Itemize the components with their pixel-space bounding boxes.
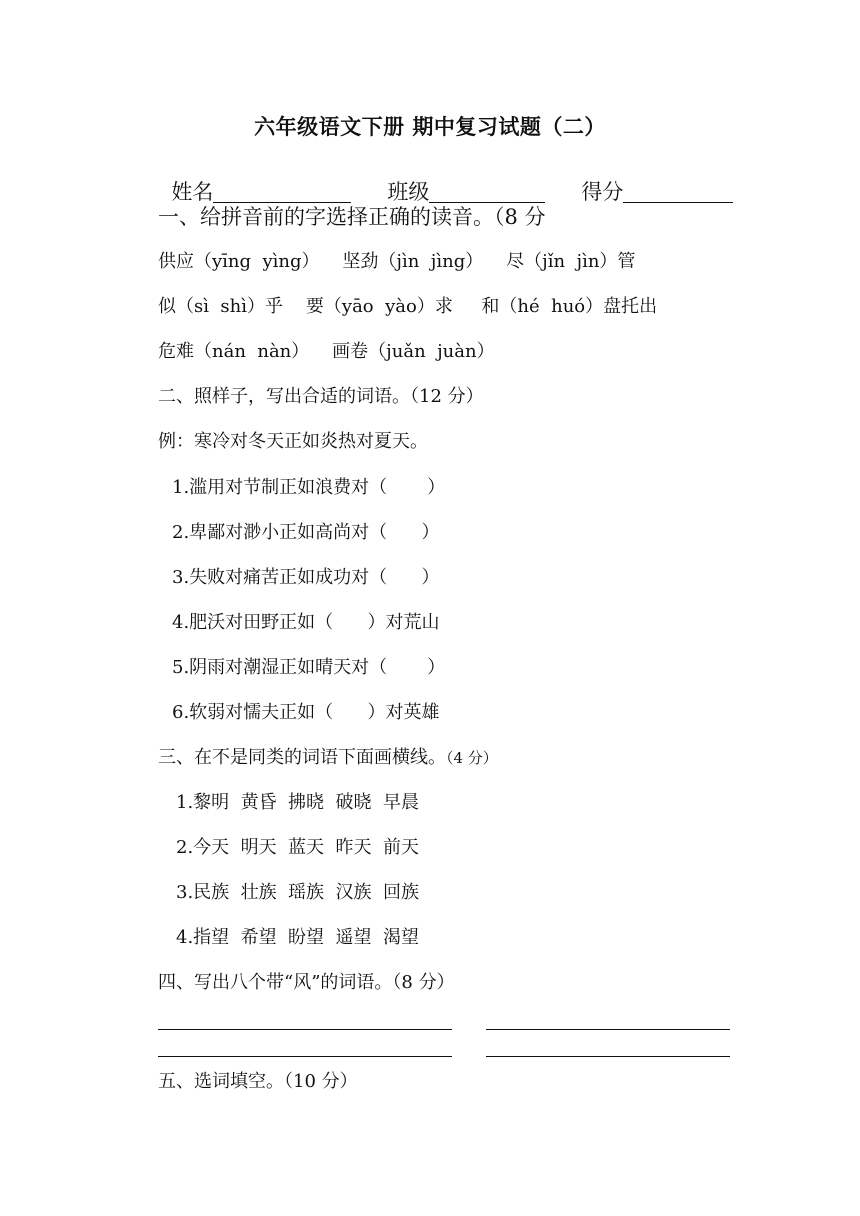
section1-heading: 一、给拼音前的字选择正确的读音。（8 分 — [158, 205, 546, 229]
analogy-item: 5.阴雨对潮湿正如晴天对（ ） — [172, 657, 446, 678]
analogy-item: 1.滥用对节制正如浪费对（ ） — [172, 477, 446, 498]
class-blank[interactable] — [429, 182, 545, 203]
word-group-row: 2.今天 明天 蓝天 昨天 前天 — [176, 837, 419, 858]
word-group-row: 3.民族 壮族 瑶族 汉族 回族 — [176, 882, 419, 903]
analogy-item: 6.软弱对懦夫正如（ ）对英雄 — [172, 702, 440, 723]
section2-example: 例：寒冷对冬天正如炎热对夏天。 — [158, 431, 428, 452]
score-label: 得分 — [581, 180, 624, 204]
pinyin-row-3: 危难（nán nàn） 画卷（juǎn juàn） — [158, 341, 495, 362]
section3-heading-text: 三、在不是同类的词语下面画横线。 — [158, 747, 446, 768]
analogy-item: 4.肥沃对田野正如（ ）对荒山 — [172, 612, 440, 633]
name-blank[interactable] — [213, 182, 351, 203]
answer-line[interactable] — [486, 1056, 730, 1057]
pinyin-row-2: 似（sì shì）乎 要（yāo yào）求 和（hé huó）盘托出 — [158, 296, 658, 317]
section2-heading: 二、照样子，写出合适的词语。（12 分） — [158, 386, 484, 407]
pinyin-row-1: 供应（yīng yìng） 坚劲（jìn jìng） 尽（jǐn jìn）管 — [158, 251, 636, 272]
score-blank[interactable] — [623, 182, 733, 203]
section3-heading-score: （4 分） — [446, 749, 498, 767]
class-label: 班级 — [387, 180, 430, 204]
analogy-item: 3.失败对痛苦正如成功对（ ） — [172, 567, 440, 588]
student-info-row — [158, 161, 733, 203]
section4-heading: 四、写出八个带“风”的词语。（8 分） — [158, 972, 455, 993]
page-title: 六年级语文下册 期中复习试题（二） — [254, 114, 606, 139]
answer-line[interactable] — [158, 1029, 452, 1030]
name-label: 姓名 — [171, 180, 214, 204]
answer-line[interactable] — [158, 1056, 452, 1057]
section3-heading — [158, 749, 498, 767]
word-group-row: 1.黎明 黄昏 拂晓 破晓 早晨 — [176, 792, 419, 813]
analogy-item: 2.卑鄙对渺小正如高尚对（ ） — [172, 522, 440, 543]
section5-heading: 五、选词填空。（10 分） — [158, 1071, 358, 1092]
word-group-row: 4.指望 希望 盼望 遥望 渴望 — [176, 927, 419, 948]
answer-line[interactable] — [486, 1029, 730, 1030]
